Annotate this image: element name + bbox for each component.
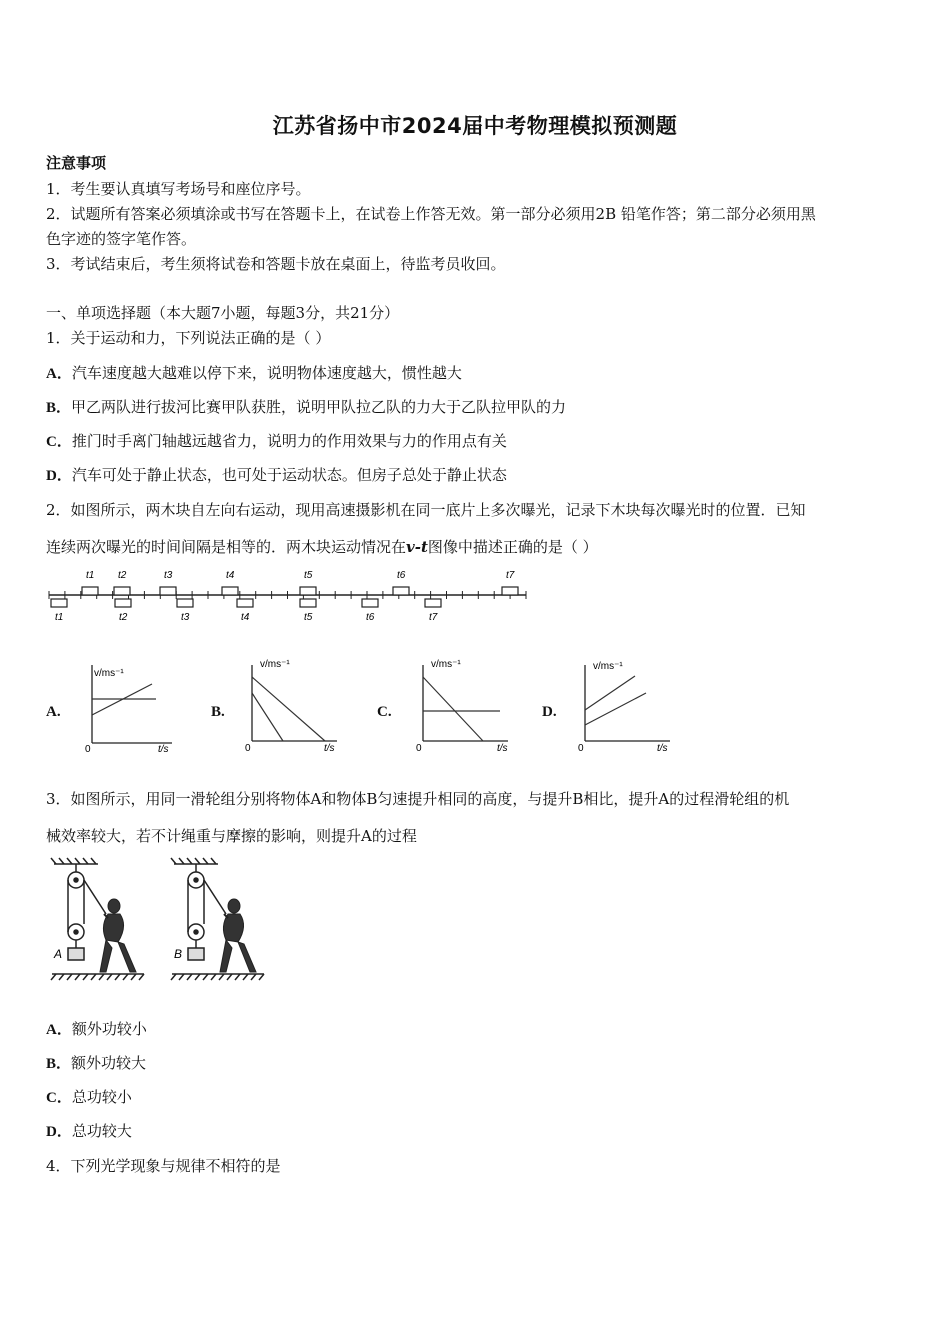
axis-x-label: t/s (158, 744, 169, 755)
notice-item: 1．考生要认真填写考场号和座位序号。 (46, 180, 311, 198)
wood-block (160, 587, 176, 595)
time-label: t1 (55, 612, 64, 623)
option-text: 总功较小 (71, 1088, 132, 1106)
time-label: t4 (226, 570, 235, 581)
origin-label: 0 (578, 743, 584, 754)
q3-option-a (46, 1018, 147, 1039)
option-text: 额外功较大 (71, 1054, 147, 1072)
time-label: t6 (397, 570, 406, 581)
graph-letter-d: D. (542, 704, 557, 720)
graph-letter-b: B. (211, 704, 225, 720)
stem-text: 图像中描述正确的是（ ） (427, 538, 598, 556)
axis-x-label: t/s (497, 743, 508, 754)
option-text: 推门时手离门轴越远越省力，说明力的作用效果与力的作用点有关 (71, 432, 507, 450)
time-label: t2 (118, 570, 127, 581)
section-heading: 一、单项选择题（本大题7小题，每题3分，共21分） (46, 304, 400, 322)
time-label: t3 (181, 612, 190, 623)
wood-block (300, 587, 316, 595)
wood-block (425, 599, 441, 607)
axis-y-label: v/ms⁻¹ (94, 668, 124, 679)
origin-label: 0 (416, 743, 422, 754)
wood-block (300, 599, 316, 607)
option-letter: C． (46, 1090, 72, 1106)
q3-option-c (46, 1086, 132, 1107)
option-letter: B． (46, 400, 72, 416)
q3-option-b (46, 1052, 146, 1073)
notice-item: 2．试题所有答案必须填涂或书写在答题卡上，在试卷上作答无效。第一部分必须用2B 铅笔作答；第二部分必须用黑 (46, 205, 816, 223)
person-figure (100, 899, 136, 972)
notice-item: 3．考试结束后，考生须将试卷和答题卡放在桌面上，待监考员收回。 (46, 255, 506, 273)
q1-option-d (46, 464, 507, 485)
option-letter: B． (46, 1056, 72, 1072)
q1-option-b (46, 396, 566, 417)
time-label: t1 (86, 570, 95, 581)
option-text: 汽车可处于静止状态，也可处于运动状态。但房子总处于静止状态 (71, 466, 507, 484)
vt-graph-c (413, 655, 518, 755)
question-3-stem-2: 械效率较大，若不计绳重与摩擦的影响，则提升A的过程 (46, 827, 417, 845)
axis-y-label: v/ms⁻¹ (431, 659, 461, 670)
wood-block (114, 587, 130, 595)
axis-y-label: v/ms⁻¹ (593, 661, 623, 672)
person-figure (220, 899, 256, 972)
q1-option-c (46, 430, 507, 451)
pulley-figure-b (168, 856, 268, 986)
wood-block (502, 587, 518, 595)
question-3-stem: 3．如图所示，用同一滑轮组分别将物体A和物体B匀速提升相同的高度，与提升B相比，提升A的过程滑轮组的机 (46, 790, 790, 808)
option-text: 甲乙两队进行拔河比赛甲队获胜，说明甲队拉乙队的力大于乙队拉甲队的力 (71, 398, 567, 416)
time-label: t5 (304, 612, 313, 623)
wood-block (237, 599, 253, 607)
top-blocks (82, 570, 518, 595)
q1-option-a (46, 362, 462, 383)
time-label: t7 (506, 570, 515, 581)
question-4-stem: 4．下列光学现象与规律不相符的是 (46, 1157, 281, 1175)
option-text: 额外功较小 (71, 1020, 147, 1038)
axis-x-label: t/s (657, 743, 668, 754)
exposure-strip-figure (44, 566, 534, 626)
vt-graph-b (242, 655, 347, 755)
option-letter: D． (46, 468, 72, 484)
vt-symbol: v-t (406, 538, 428, 556)
wood-block (51, 599, 67, 607)
origin-label: 0 (85, 744, 91, 755)
option-letter: C． (46, 434, 72, 450)
option-letter: A． (46, 366, 72, 382)
stem-text: 连续两次曝光的时间间隔是相等的．两木块运动情况在 (46, 538, 407, 556)
vt-graph-a (82, 655, 182, 755)
time-label: t3 (164, 570, 173, 581)
wood-block (222, 587, 238, 595)
time-label: t4 (241, 612, 250, 623)
wood-block (393, 587, 409, 595)
axis-y-label: v/ms⁻¹ (260, 659, 290, 670)
graph-letter-c: C. (377, 704, 392, 720)
q3-option-d (46, 1120, 132, 1141)
wood-block (177, 599, 193, 607)
question-2-stem: 2．如图所示，两木块自左向右运动，现用高速摄影机在同一底片上多次曝光，记录下木块每次曝光时的位置．已知 (46, 501, 806, 519)
time-label: t7 (429, 612, 438, 623)
question-2-stem-2 (46, 536, 598, 557)
option-letter: D． (46, 1124, 72, 1140)
axis-x-label: t/s (324, 743, 335, 754)
notice-heading: 注意事项 (46, 154, 107, 172)
origin-label: 0 (245, 743, 251, 754)
block-label-a: A (54, 947, 63, 961)
block-label-b: B (174, 947, 183, 961)
option-text: 汽车速度越大越难以停下来，说明物体速度越大，惯性越大 (71, 364, 462, 382)
bottom-blocks (51, 599, 441, 623)
wood-block (82, 587, 98, 595)
notice-item: 色字迹的签字笔作答。 (46, 230, 197, 248)
graph-letter-a: A. (46, 704, 61, 720)
time-label: t6 (366, 612, 375, 623)
option-letter: A． (46, 1022, 72, 1038)
wood-block (115, 599, 131, 607)
page-title: 江苏省扬中市2024届中考物理模拟预测题 (272, 114, 678, 138)
question-1-stem: 1．关于运动和力，下列说法正确的是（ ） (46, 329, 331, 347)
wood-block (362, 599, 378, 607)
time-label: t5 (304, 570, 313, 581)
vt-graph-d (575, 655, 680, 755)
option-text: 总功较大 (71, 1122, 132, 1140)
time-label: t2 (119, 612, 128, 623)
pulley-figure-a (48, 856, 148, 986)
